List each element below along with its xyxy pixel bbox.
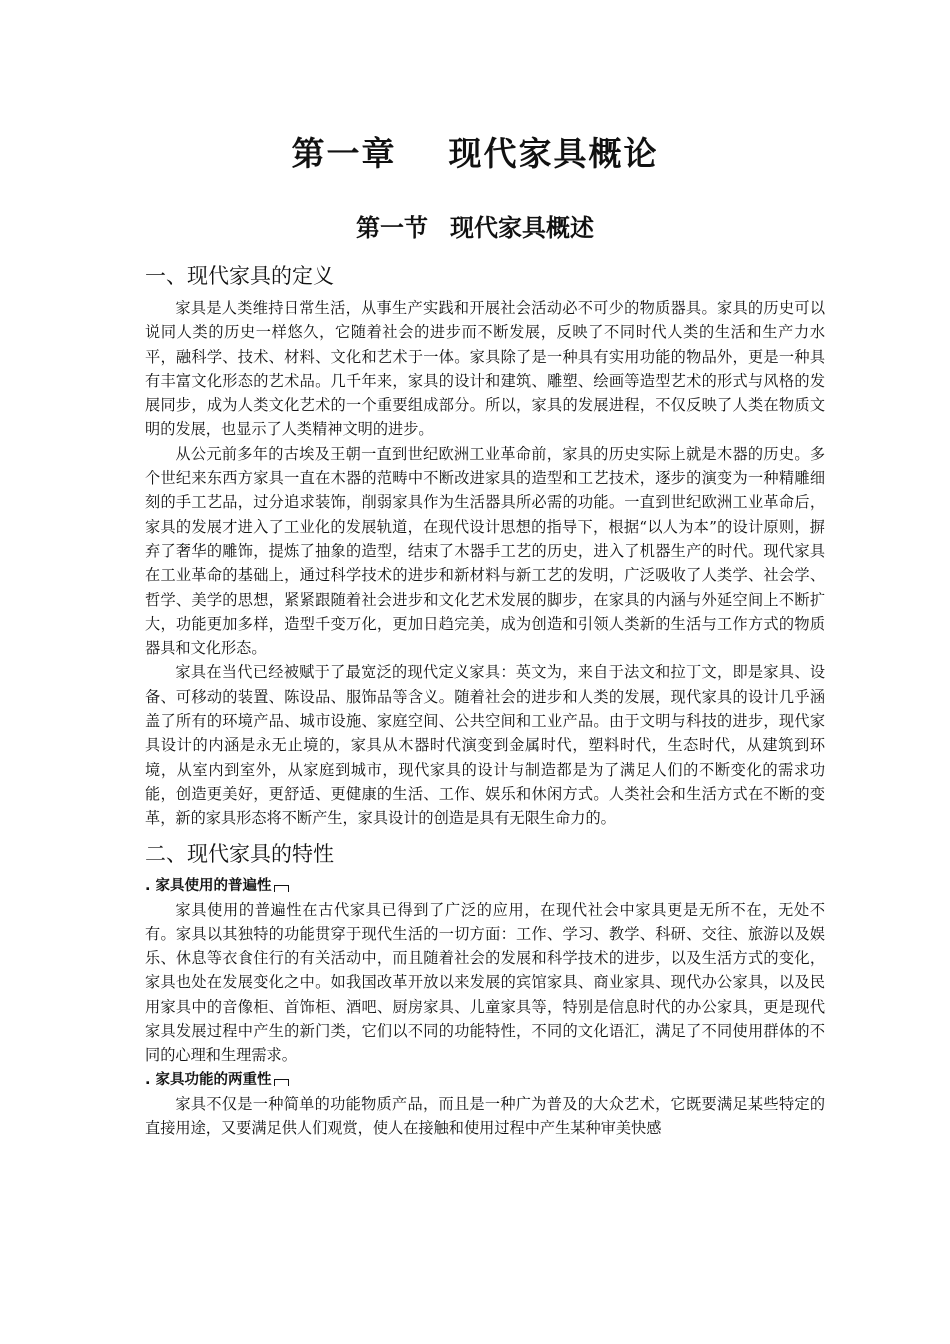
bracket-mark-icon bbox=[274, 885, 289, 892]
heading-characteristics: 二、现代家具的特性 bbox=[145, 841, 334, 866]
section-label: 第一节 bbox=[356, 214, 428, 242]
paragraph: 从公元前多年的古埃及王朝一直到世纪欧洲工业革命前，家具的历史实际上就是木器的历史。多个世纪来东西方家具一直在木器的范畴中不断改进家具的造型和工艺技术，逐步的演变为一种精雕细刻的手工艺品，过分追求装饰，削弱家具作为生活器具所必需的功能。一直到世纪欧洲工业革命后，家具的发展才进入了工业化的发展轨道，在现代设计思想的指导下，根据“以人为本”的设计原则，摒弃了奢华的雕饰，提炼了抽象的造型，结束了木器手工艺的历史，进入了机器生产的时代。现代家具在工业革命的基础上，通过科学技术的进步和新材料与新工艺的发明，广泛吸收了人类学、社会学、哲学、美学的思想，紧紧跟随着社会进步和文化艺术发展的脚步，在家具的内涵与外延空间上不断扩大，功能更加多样，造型千变万化，更加日趋完美，成为创造和引领人类新的生活与工作方式的物质器具和文化形态。 bbox=[145, 444, 825, 658]
paragraph: 家具在当代已经被赋于了最宽泛的现代定义家具：英文为，来自于法文和拉丁文，即是家具、设备、可移动的装置、陈设品、服饰品等含义。随着社会的进步和人类的发展，现代家具的设计几乎涵盖了所有的环境产品、城市设施、家庭空间、公共空间和工业产品。由于文明与科技的进步，现代家具设计的内涵是永无止境的，家具从木器时代演变到金属时代，塑料时代，生态时代，从建筑到环境，从室内到室外，从家庭到城市，现代家具的设计与制造都是为了满足人们的不断变化的需求功能，创造更美好，更舒适、更健康的生活、工作、娱乐和休闲方式。人类社会和生活方式在不断的变革，新的家具形态将不断产生，家具设计的创造是具有无限生命力的。 bbox=[145, 663, 825, 828]
subheading-text: . 家具功能的两重性 bbox=[145, 1071, 272, 1088]
paragraph: 家具使用的普遍性在古代家具已得到了广泛的应用，在现代社会中家具更是无所不在，无处不有。家具以其独特的功能贯穿于现代生活的一切方面：工作、学习、教学、科研、交往、旅游以及娱乐、休息等衣食住行的有关活动中，而且随着社会的发展和科学技术的进步，以及生活方式的变化，家具也处在发展变化之中。如我国改革开放以来发展的宾馆家具、商业家具、现代办公家具，以及民用家具中的音像柜、首饰柜、酒吧、厨房家具、儿童家具等，特别是信息时代的办公家具，更是现代家具发展过程中产生的新门类，它们以不同的功能特性，不同的文化语汇，满足了不同使用群体的不同的心理和生理需求。 bbox=[145, 900, 825, 1065]
chapter-name: 现代家具概论 bbox=[448, 134, 659, 173]
bracket-mark-icon bbox=[274, 1079, 289, 1086]
chapter-title bbox=[0, 128, 950, 175]
section-title bbox=[0, 208, 950, 243]
paragraph: 家具是人类维持日常生活，从事生产实践和开展社会活动必不可少的物质器具。家具的历史可以说同人类的历史一样悠久，它随着社会的进步而不断发展，反映了不同时代人类的生活和生产力水平，融科学、技术、材料、文化和艺术于一体。家具除了是一种具有实用功能的物品外，更是一种具有丰富文化形态的艺术品。几千年来，家具的设计和建筑、雕塑、绘画等造型艺术的形式与风格的发展同步，成为人类文化艺术的一个重要组成部分。所以，家具的发展进程，不仅反映了人类在物质文明的发展，也显示了人类精神文明的进步。 bbox=[145, 299, 825, 439]
subheading-universality bbox=[145, 874, 825, 898]
section-name: 现代家具概述 bbox=[450, 214, 594, 242]
subheading-duality bbox=[145, 1068, 825, 1092]
chapter-label: 第一章 bbox=[291, 134, 397, 173]
subheading-text: . 家具使用的普遍性 bbox=[145, 877, 272, 894]
heading-definition: 一、现代家具的定义 bbox=[145, 264, 334, 288]
body-content bbox=[145, 258, 825, 1140]
paragraph: 家具不仅是一种简单的功能物质产品，而且是一种广为普及的大众艺术，它既要满足某些特定的直接用途，又要满足供人们观赏，使人在接触和使用过程中产生某种审美快感 bbox=[145, 1094, 825, 1137]
